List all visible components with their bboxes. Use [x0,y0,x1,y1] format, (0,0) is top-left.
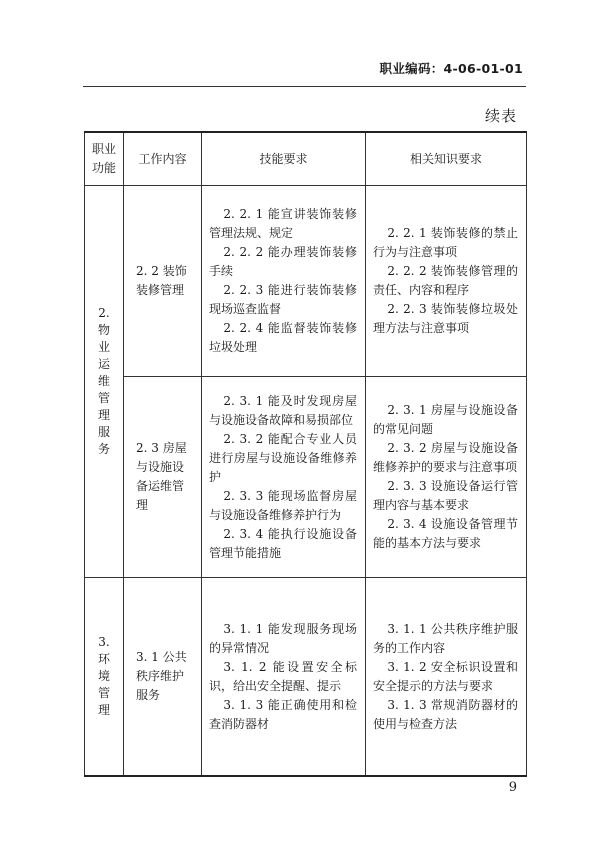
work-content-cell: 2. 3 房屋与设施设备运维管理 [124,377,202,578]
header-knowledge: 相关知识要求 [366,132,527,186]
continued-label: 续表 [484,107,517,125]
skills-cell: 2. 3. 1 能及时发现房屋与设施设备故障和易损部位 2. 3. 2 能配合专业人员进行房屋与设施设备维修养护 2. 3. 3 能现场监督房屋与设施设备维修养护行为 2. 3. 4 能执行设施设备管理节能措施 [202,377,366,578]
header-rule [83,86,526,87]
skills-table [84,131,527,777]
function-cell: 3. 环境管理 [85,578,124,777]
knowledge-cell: 2. 2. 1 装饰装修的禁止行为与注意事项 2. 2. 2 装饰装修管理的责任、内容和程序 2. 2. 3 装饰装修垃圾处理方法与注意事项 [366,186,527,377]
work-content-cell: 2. 2 装饰装修管理 [124,186,202,377]
skills-cell: 3. 1. 1 能发现服务现场的异常情况 3. 1. 2 能设置安全标识，给出安全提醒、提示 3. 1. 3 能正确使用和检查消防器材 [202,578,366,777]
knowledge-cell: 3. 1. 1 公共秩序维护服务的工作内容 3. 1. 2 安全标识设置和安全提示的方法与要求 3. 1. 3 常规消防器材的使用与检查方法 [366,578,527,777]
table-row [85,186,527,377]
page-number: 9 [508,780,517,795]
header-function: 职业功能 [85,132,124,186]
table-header-row [85,132,527,186]
knowledge-cell: 2. 3. 1 房屋与设施设备的常见问题 2. 3. 2 房屋与设施设备维修养护的要求与注意事项 2. 3. 3 设施设备运行管理内容与基本要求 2. 3. 4 设施设备管理节能的基本方法与要求 [366,377,527,578]
table-row [85,377,527,578]
table-row [85,578,527,777]
header-content: 工作内容 [124,132,202,186]
header-skills: 技能要求 [202,132,366,186]
skills-cell: 2. 2. 1 能宣讲装饰装修管理法规、规定 2. 2. 2 能办理装饰装修手续 2. 2. 3 能进行装饰装修现场巡查监督 2. 2. 4 能监督装饰装修垃圾处理 [202,186,366,377]
occupation-code: 职业编码：4-06-01-01 [379,61,523,76]
function-cell: 2. 物业运维管理服务 [85,186,124,578]
work-content-cell: 3. 1 公共秩序维护服务 [124,578,202,777]
